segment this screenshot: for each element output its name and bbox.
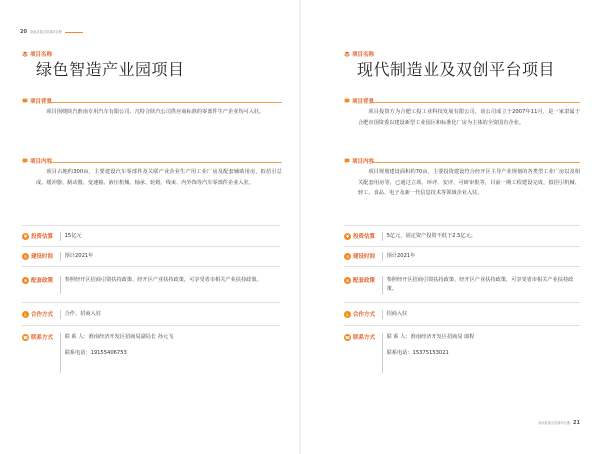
contact-person: 联 系 人：淮南经济开发区招商局副局长 孙元飞 (64, 334, 174, 340)
row-investment: ¥ 投资估算 15亿元 (22, 232, 280, 241)
chat-icon (344, 98, 350, 104)
background-heading: 项目背景 (22, 97, 52, 105)
divider (50, 162, 282, 163)
chat-icon (22, 158, 28, 164)
row-policy: ≡ 配套政策 参照经开区招商引资扶持政策、经开区产业扶持政策，可享受省市相关产业扶持政策。 (23, 277, 262, 284)
handshake-icon: ✋ (345, 311, 350, 317)
content-text: 项目占地约300亩，主要建设汽车零部件及关联产业企业生产用工业厂房及配套辅助用房，拟招引总成、缓冲器、制动器、变速箱、液压机械、轴承、轮毂、线束、内外饰等汽车零部件企业入驻。 (36, 169, 282, 186)
page-footer (538, 421, 580, 425)
policy-icon: ≡ (23, 277, 28, 283)
title-label: 项目名称 (344, 50, 374, 58)
chat-icon (22, 98, 28, 104)
title-label: 项目名称 (22, 50, 52, 58)
divider (344, 325, 580, 326)
row-schedule: ◷ 建设时间 预计2021年 (345, 253, 416, 260)
divider (344, 266, 580, 267)
stack-icon (22, 51, 28, 57)
background-heading: 项目背景 (344, 97, 374, 105)
divider (22, 325, 280, 326)
page-number: 20 (20, 29, 27, 35)
contact-phone: 联系电话：19155406753 (64, 350, 127, 356)
footer-text: 洛南县重点招商项目册 (538, 421, 571, 425)
row-schedule: ◷ 建设时间 预计2021年 (23, 253, 94, 260)
phone-icon: ☎ (345, 334, 350, 340)
background-text: 项目投资方为合肥工投工业科技发展有限公司，该公司成立于2007年11月，是一家隶属于合肥市国资委以建设新型工业园区和标准化厂房为主体的全资国有企业。 (358, 109, 580, 126)
chat-icon (344, 158, 350, 164)
divider (50, 102, 282, 103)
phone-icon: ☎ (23, 334, 28, 340)
clock-icon: ◷ (23, 253, 28, 259)
content-heading: 项目内容 (344, 157, 374, 165)
row-contact: ☎ 联系方式 联 系 人：淮南经济开发区招商局 郎程 联系电话：15375153021 (345, 334, 475, 356)
content-text: 项目规划建设面积约70亩，主要投资建设符合经开区主导产业规划的各类型工业厂房以及相关配套用房等，已通过立项、环评、安评、可研审批等，目前一期工程建设完成，拟招引机械、轻工、食品、电子及新一代信息技术等领域企业入驻。 (358, 169, 580, 196)
contact-person: 联 系 人：淮南经济开发区招商局 郎程 (386, 334, 475, 340)
header-text: 洛南县重点招商项目册 (29, 30, 62, 34)
contact-phone: 联系电话：15375153021 (386, 350, 449, 356)
page-header (20, 30, 83, 34)
content-heading: 项目内容 (22, 157, 52, 165)
divider (22, 302, 280, 303)
divider (344, 246, 580, 247)
divider (22, 246, 280, 247)
row-investment: ¥ 投资估算 5亿元，固定资产投资不低于2.5亿元。 (344, 232, 580, 241)
divider (344, 225, 580, 226)
handshake-icon: ✋ (23, 311, 28, 317)
right-page (300, 0, 600, 454)
divider (372, 102, 580, 103)
stack-icon (344, 51, 350, 57)
yen-icon: ¥ (22, 233, 29, 240)
project-title: 绿色智造产业园项目 (36, 60, 185, 79)
divider (372, 162, 580, 163)
row-contact: ☎ 联系方式 联 系 人：淮南经济开发区招商局副局长 孙元飞 联系电话：19155406753 (23, 334, 174, 356)
background-text: 项目围绕陕汽淮南专用汽车有限公司、凡特合陕汽公司供应商标准的零部件生产企业均可入驻。 (46, 109, 265, 115)
policy-icon: ≡ (345, 277, 350, 283)
divider (22, 266, 280, 267)
project-title: 现代制造业及双创平台项目 (357, 60, 556, 79)
yen-icon: ¥ (344, 233, 351, 240)
clock-icon: ◷ (345, 253, 350, 259)
divider (22, 225, 280, 226)
page-number: 21 (573, 420, 580, 426)
row-policy: ≡ 配套政策 参照经开区招商引资扶持政策、经开区产业扶持政策，可享受省市相关产业扶持政策。 (345, 277, 574, 292)
divider (344, 302, 580, 303)
row-cooperation: ✋ 合作方式 合作、招商入驻 (23, 311, 101, 318)
row-cooperation: ✋ 合作方式 招商入驻 (345, 311, 408, 318)
